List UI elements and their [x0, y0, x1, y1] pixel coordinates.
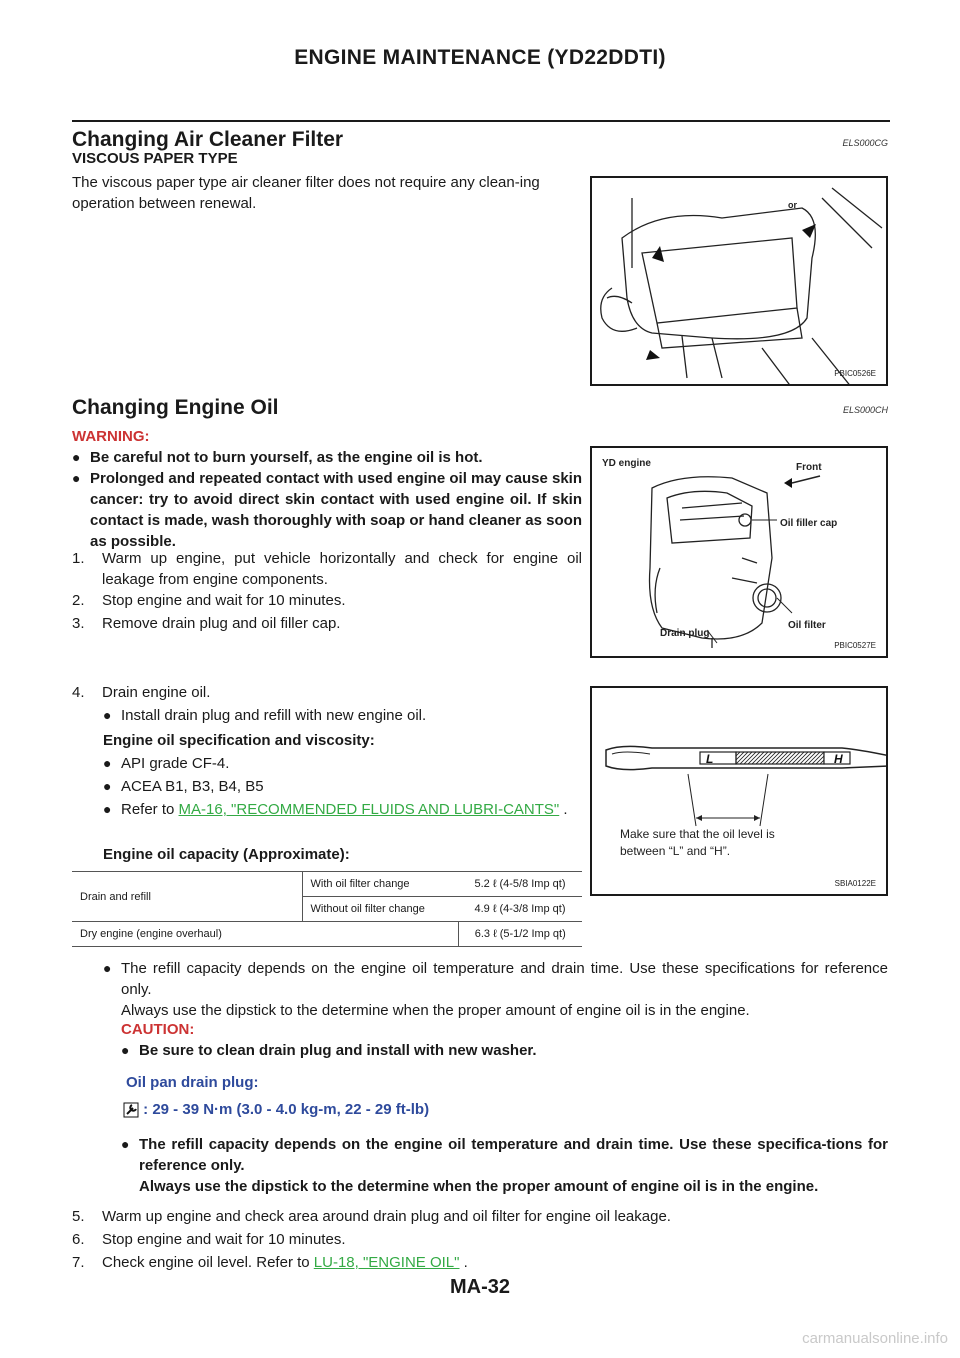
table-cell: Without oil filter change	[302, 897, 458, 922]
install-drain-plug-item: ● Install drain plug and refill with new engine oil.	[103, 707, 427, 724]
dipstick-illustration	[592, 688, 888, 896]
bullet-icon: ●	[103, 801, 112, 817]
refer-item: ● Refer to MA-16, "RECOMMENDED FLUIDS AND LUBRI-CANTS" .	[103, 801, 568, 818]
section-code-air-filter: ELS000CG	[842, 138, 888, 148]
step-item: 4. Drain engine oil.	[72, 684, 211, 701]
figure-air-cleaner	[590, 176, 888, 386]
table-row	[72, 872, 582, 897]
torque-spec	[123, 1101, 429, 1118]
table-cell: 6.3 ℓ (5-1/2 Imp qt)	[458, 922, 582, 947]
table-cell: 5.2 ℓ (4-5/8 Imp qt)	[458, 872, 582, 897]
dipstick-mark-h: H	[834, 752, 843, 766]
engine-illustration	[592, 448, 888, 658]
table-cell: Dry engine (engine overhaul)	[72, 922, 458, 947]
step-item: 1. Warm up engine, put vehicle horizontally and check for engine oil leakage from engine components.	[72, 550, 582, 588]
spec-item: ● API grade CF-4.	[103, 755, 230, 772]
spec-label: Engine oil specification and viscosity:	[103, 732, 375, 749]
warning-item: ● Prolonged and repeated contact with used engine oil may cause skin cancer: try to avoid direct skin contact with used engine oil. If skin contact is made, wash thoroughly with soap or hand cleaner as soon as possible.	[72, 470, 582, 550]
step-item: 7. Check engine oil level. Refer to LU-18, "ENGINE OIL" .	[72, 1254, 468, 1271]
page-header-title: ENGINE MAINTENANCE (YD22DDTI)	[294, 46, 666, 69]
figure-engine	[590, 446, 888, 658]
warning-item: ● Be careful not to burn yourself, as the engine oil is hot.	[72, 449, 483, 466]
bullet-icon: ●	[72, 449, 81, 465]
link-engine-oil[interactable]: LU-18, "ENGINE OIL"	[313, 1254, 460, 1271]
bullet-icon: ●	[121, 1136, 130, 1152]
step-item: 6. Stop engine and wait for 10 minutes.	[72, 1231, 346, 1248]
page-number: MA-32	[449, 1276, 510, 1298]
table-row	[72, 922, 582, 947]
table-cell: 4.9 ℓ (4-3/8 Imp qt)	[458, 897, 582, 922]
caution-item: ● Be sure to clean drain plug and install with new washer.	[121, 1042, 537, 1059]
caution-label: CAUTION:	[121, 1021, 195, 1038]
section-title-air-filter: Changing Air Cleaner Filter	[72, 128, 344, 151]
refill-note: ● The refill capacity depends on the engine oil temperature and drain time. Use these specifications for reference only. Always use the dipstick to the determine when the proper amount of engine oil is in the engine.	[103, 960, 888, 1019]
watermark-site: carmanualsonline.info	[802, 1330, 948, 1347]
bullet-icon: ●	[103, 778, 112, 794]
capacity-label: Engine oil capacity (Approximate):	[103, 846, 350, 863]
torque-value: : 29 - 39 N·m (3.0 - 4.0 kg-m, 22 - 29 ft-lb)	[143, 1101, 430, 1118]
bullet-icon: ●	[72, 470, 81, 486]
label-oil-filter: Oil filter	[788, 620, 826, 631]
dipstick-caption: Make sure that the oil level is between “L” and “H”.	[620, 827, 775, 858]
bullet-icon: ●	[103, 960, 112, 976]
section-title-engine-oil: Changing Engine Oil	[72, 396, 279, 419]
bullet-icon: ●	[121, 1042, 130, 1058]
figure-label-or: or	[788, 200, 797, 210]
label-drain-plug: Drain plug	[660, 628, 710, 639]
caution-item: ● The refill capacity depends on the engine oil temperature and drain time. Use these specifica-tions for reference only. Always use the dipstick to the determine when the proper amount of engine oil is in the engine.	[121, 1136, 888, 1195]
air-cleaner-illustration	[592, 178, 888, 386]
oil-capacity-table	[72, 871, 582, 947]
header-divider	[72, 120, 890, 122]
section-code-engine-oil: ELS000CH	[842, 405, 888, 415]
air-filter-text: The viscous paper type air cleaner filter does not require any clean-ing operation between renewal.	[72, 174, 540, 212]
torque-label: Oil pan drain plug:	[126, 1074, 259, 1091]
label-oil-filler-cap: Oil filler cap	[780, 518, 838, 529]
step-item: 3. Remove drain plug and oil filler cap.	[72, 615, 341, 632]
torque-wrench-icon	[123, 1102, 139, 1118]
figure-code-2: PBIC0527E	[834, 641, 876, 650]
subtitle-viscous-paper: VISCOUS PAPER TYPE	[72, 150, 238, 167]
spec-item: ● ACEA B1, B3, B4, B5	[103, 778, 264, 795]
dipstick-mark-l: L	[706, 752, 714, 766]
bullet-icon: ●	[103, 707, 112, 723]
step-item: 5. Warm up engine and check area around drain plug and oil filter for engine oil leakage.	[72, 1208, 671, 1225]
label-front: Front	[796, 462, 822, 473]
step-item: 2. Stop engine and wait for 10 minutes.	[72, 592, 346, 609]
figure-code-1: PBIC0526E	[834, 369, 876, 378]
label-yd-engine: YD engine	[602, 458, 651, 469]
figure-dipstick	[590, 686, 888, 896]
table-cell: With oil filter change	[302, 872, 458, 897]
warning-label: WARNING:	[72, 428, 150, 445]
link-recommended-fluids[interactable]: MA-16, "RECOMMENDED FLUIDS AND LUBRI-CANTS"	[178, 801, 560, 818]
table-cell: Drain and refill	[72, 872, 302, 922]
bullet-icon: ●	[103, 755, 112, 771]
figure-code-3: SBIA0122E	[834, 879, 876, 888]
